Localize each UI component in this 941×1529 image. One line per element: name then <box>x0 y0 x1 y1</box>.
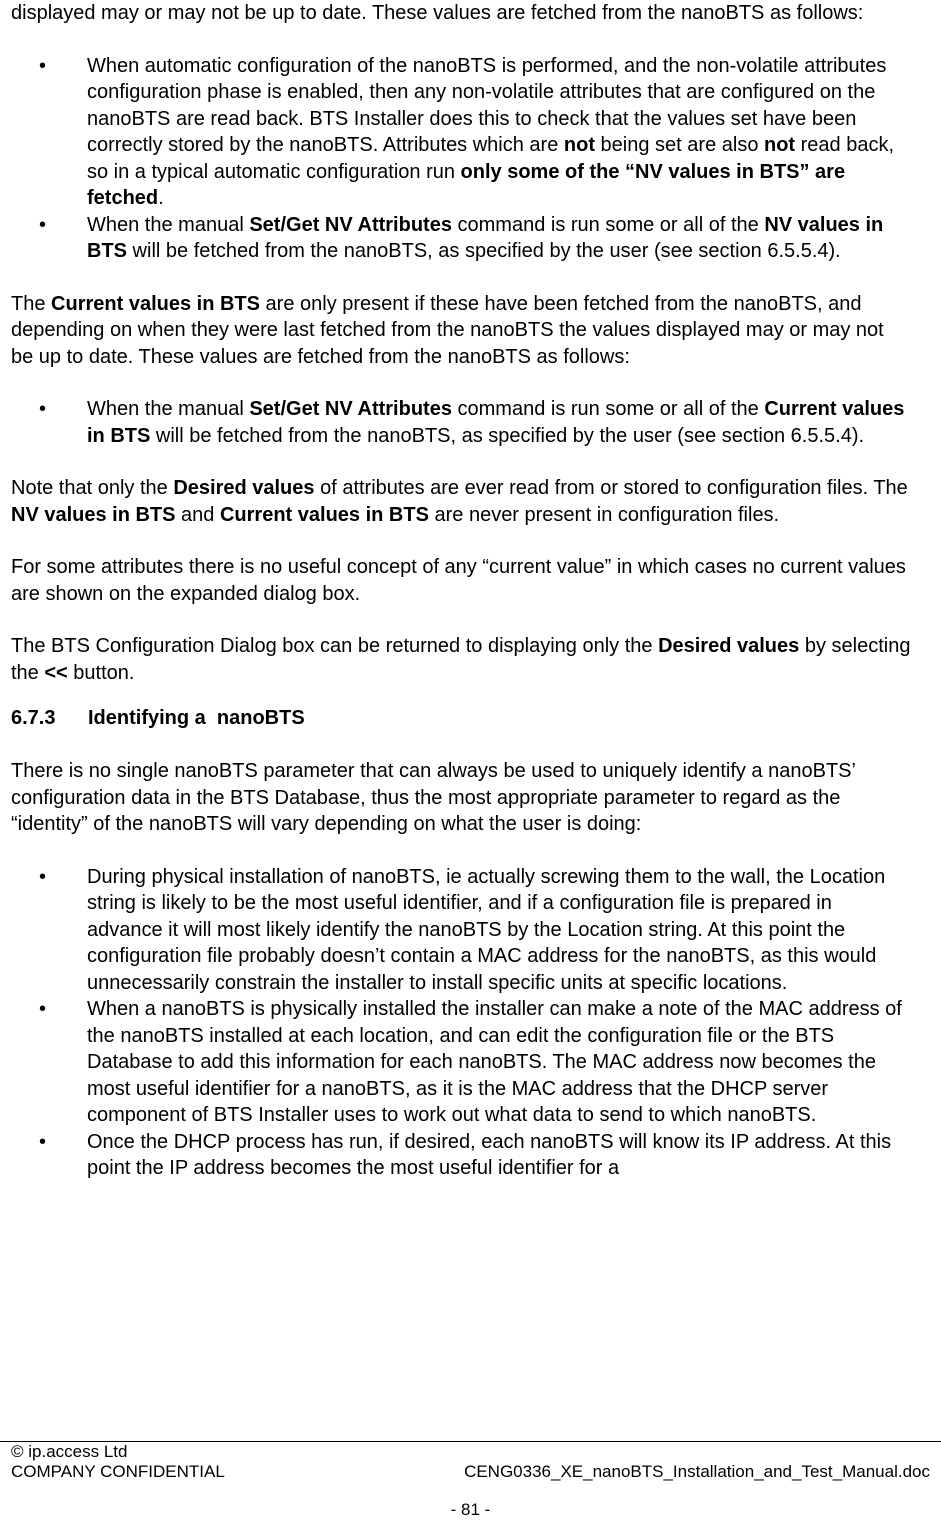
paragraph: Note that only the Desired values of attributes are ever read from or stored to configuration files. The NV values in BTS and Current values in BTS are never present in configuration files. <box>11 477 908 526</box>
section-heading: 6.7.3 Identifying a nanoBTS <box>11 707 305 729</box>
footer-document-name: CENG0336_XE_nanoBTS_Installation_and_Test_Manual.doc <box>464 1462 930 1481</box>
list-item: • Once the DHCP process has run, if desired, each nanoBTS will know its IP address. At this point the IP address becomes the most useful identifier for a <box>39 1130 892 1179</box>
paragraph: displayed may or may not be up to date. These values are fetched from the nanoBTS as follows: <box>11 2 864 24</box>
paragraph: The Current values in BTS are only present if these have been fetched from the nanoBTS, and depending on when they were last fetched from the nanoBTS the values displayed may or may not be up to date. These values are fetched from the nanoBTS as follows: <box>11 292 884 368</box>
bullet-icon: • <box>39 865 47 888</box>
bullet-icon: • <box>39 998 47 1020</box>
bullet-list <box>11 864 911 1182</box>
bullet-icon: • <box>39 398 47 420</box>
list-item: • When a nanoBTS is physically installed the installer can make a note of the MAC address of the nanoBTS installed at each location, and can edit the configuration file or the BTS Database to add this information for each nanoBTS. The MAC address now becomes the most useful identifier for a nanoBTS, as it is the MAC address that the DHCP server component of BTS Installer uses to work out what data to send to which nanoBTS. <box>39 998 902 1126</box>
footer-confidential: COMPANY CONFIDENTIAL <box>11 1462 225 1481</box>
bullet-list <box>11 53 911 265</box>
page-footer <box>0 1441 941 1520</box>
list-item: • When automatic configuration of the nanoBTS is performed, and the non-volatile attributes configuration phase is enabled, then any non-volatile attributes that are configured on the nanoBTS are read back. BTS Installer does this to check that the values set have been correctly stored by the nanoBTS. Attributes which are not being set are also not read back, so in a typical automatic configuration run only some of the “NV values in BTS” are fetched. <box>39 54 895 209</box>
bullet-list <box>11 396 911 449</box>
list-item: • When the manual Set/Get NV Attributes command is run some or all of the NV values in BTS will be fetched from the nanoBTS, as specified by the user (see section 6.5.5.4). <box>39 213 884 262</box>
bullet-icon: • <box>39 1130 47 1153</box>
page-number: - 81 - <box>450 1500 491 1519</box>
bullet-icon: • <box>39 54 47 77</box>
paragraph: The BTS Configuration Dialog box can be returned to displaying only the Desired values by selecting the << button. <box>11 635 911 684</box>
paragraph: For some attributes there is no useful concept of any “current value” in which cases no current values are shown on the expanded dialog box. <box>11 556 906 605</box>
paragraph: There is no single nanoBTS parameter that can always be used to uniquely identify a nanoBTS’ configuration data in the BTS Database, thus the most appropriate parameter to regard as the “identity” of the nanoBTS will vary depending on what the user is doing: <box>11 760 856 835</box>
list-item: • When the manual Set/Get NV Attributes command is run some or all of the Current values in BTS will be fetched from the nanoBTS, as specified by the user (see section 6.5.5.4). <box>39 398 905 447</box>
document-body <box>11 0 911 1182</box>
footer-copyright: © ip.access Ltd <box>11 1442 128 1461</box>
bullet-icon: • <box>39 213 47 236</box>
list-item: • During physical installation of nanoBTS, ie actually screwing them to the wall, the Location string is likely to be the most useful identifier, and if a configuration file is prepared in advance it will most likely identify the nanoBTS by the Location string. At this point the configuration file probably doesn’t contain a MAC address for the nanoBTS, as this would unnecessarily constrain the installer to install specific units at specific locations. <box>39 865 886 994</box>
footer-line <box>0 1462 941 1482</box>
